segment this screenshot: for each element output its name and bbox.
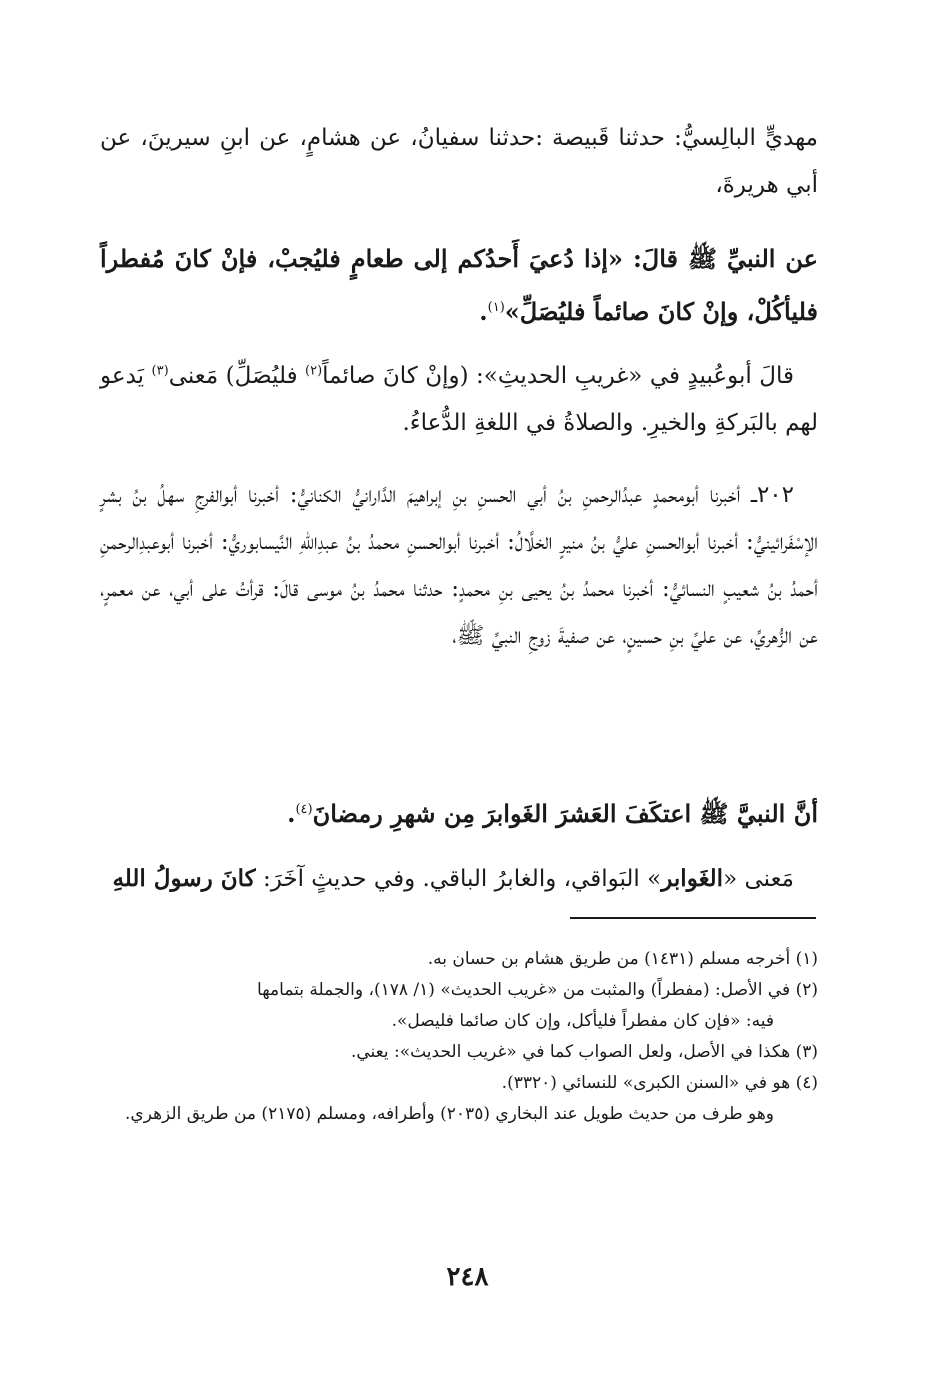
commentary-part-2: فليُصَلِّ) مَعنى: [168, 363, 306, 389]
commentary-ghawabir: [100, 855, 818, 903]
footnote-2: (٢) في الأصل: (مفطراً) والمثبت من «غريب الحديث» (١/ ١٧٨)، والجملة بتمامها: [257, 980, 818, 1000]
footnote-ref-4[interactable]: (٤): [295, 802, 313, 817]
period: .: [287, 799, 296, 828]
isnad-202: [100, 472, 818, 660]
page-number: ٢٤٨: [446, 1262, 489, 1292]
footnotes-section: [100, 944, 818, 1130]
hadith-text-202: [100, 790, 818, 837]
footnote-1: (١) أخرجه مسلم (١٤٣١) من طريق هشام بن حسان به.: [427, 949, 818, 969]
footnote-4: (٤) هو في «السنن الكبرى» للنسائي (٣٣٢٠).: [501, 1073, 818, 1093]
period: .: [479, 297, 488, 326]
footnote-divider: [570, 917, 816, 919]
commentary-part-3: يَدعو لهم بالبَركةِ والخيرِ. والصلاةُ في اللغةِ الدُّعاءُ.: [100, 363, 818, 436]
isnad-text: ٢٠٢ــ أخبرنا أبومحمدٍ عبدُالرحمنِ بنُ أبي الحسنِ بنِ إبراهيمَ الدَّارانيُّ الكنانيُّ: أخبرنا أبوالفرجِ سهلُ بنُ بشرٍ الإسْفَرائينيُّ: أخبرنا أبوالحسنِ عليُّ بنُ منيرٍ الخلَّالُ: أخبرنا أبوالحسنِ محمدُ بنُ عبدِاللهِ النَّيسابوريُّ: أخبرنا أبوعبدِالرحمنِ أحمدُ بنُ شعيبٍ النسائيُّ: أخبرنا محمدُ بنُ يحيى بنِ محمدٍ: حدثنا محمدُ بنُ موسى قالَ: قرأتُ على أبي، عن معمرٍ، عن الزُّهريِّ، عن عليِّ بنِ حسينٍ، عن صفيةَ زوجِ النبيِّ ﷺ،: [100, 482, 818, 649]
paragraph-chain-end: [100, 115, 818, 209]
footnote-4-extra: وهو طرف من حديث طويل عند البخاري (٢٠٣٥) وأطرافه، ومسلم (٢١٧٥) من طريق الزهري.: [125, 1104, 774, 1124]
footnote-ref-2[interactable]: (٢): [305, 363, 323, 379]
hadith-matn: أنَّ النبيَّ ﷺ اعتكَفَ العَشرَ الغَوابرَ مِن شهرِ رمضانَ: [312, 799, 818, 828]
keyword-ghawabir: الغَوابر: [661, 865, 724, 892]
commentary-part-1: مَعنى «: [723, 866, 794, 892]
paragraph-text: مهديٍّ البالِسيُّ: حدثنا قَبيصة :حدثنا سفيانُ، عن هشامٍ، عن ابنِ سيرينَ، عن أبي هريرةَ،: [100, 125, 818, 198]
hadith-text-201: [100, 232, 818, 338]
footnote-2-continuation: فيه: «فإن كان مفطراً فليأكل، وإن كان صائما فليصل».: [391, 1011, 774, 1031]
commentary-abu-ubaid: [100, 353, 818, 447]
hadith-matn: عن النبيِّ ﷺ قالَ: «إذا دُعيَ أَحدُكم إلى طعامٍ فليُجبْ، فإنْ كانَ مُفطراً فليأكُلْ، وإنْ كانَ صائماً فليُصَلِّ»: [100, 244, 818, 326]
keyword-kana-rasul: كانَ رسولُ اللهِ: [112, 865, 256, 892]
footnote-ref-1[interactable]: (١): [487, 300, 505, 315]
footnote-3: (٣) هكذا في الأصل، ولعل الصواب كما في «غريب الحديث»: يعني.: [350, 1042, 818, 1062]
commentary-part-2: » البَواقي، والغابرُ الباقي. وفي حديثٍ آخَرَ:: [255, 866, 662, 892]
commentary-part-1: قالَ أبوعُبيدٍ في «غريبِ الحديثِ»: (وإنْ كانَ صائماً: [322, 363, 794, 389]
footnote-ref-3[interactable]: (٣): [151, 363, 169, 379]
